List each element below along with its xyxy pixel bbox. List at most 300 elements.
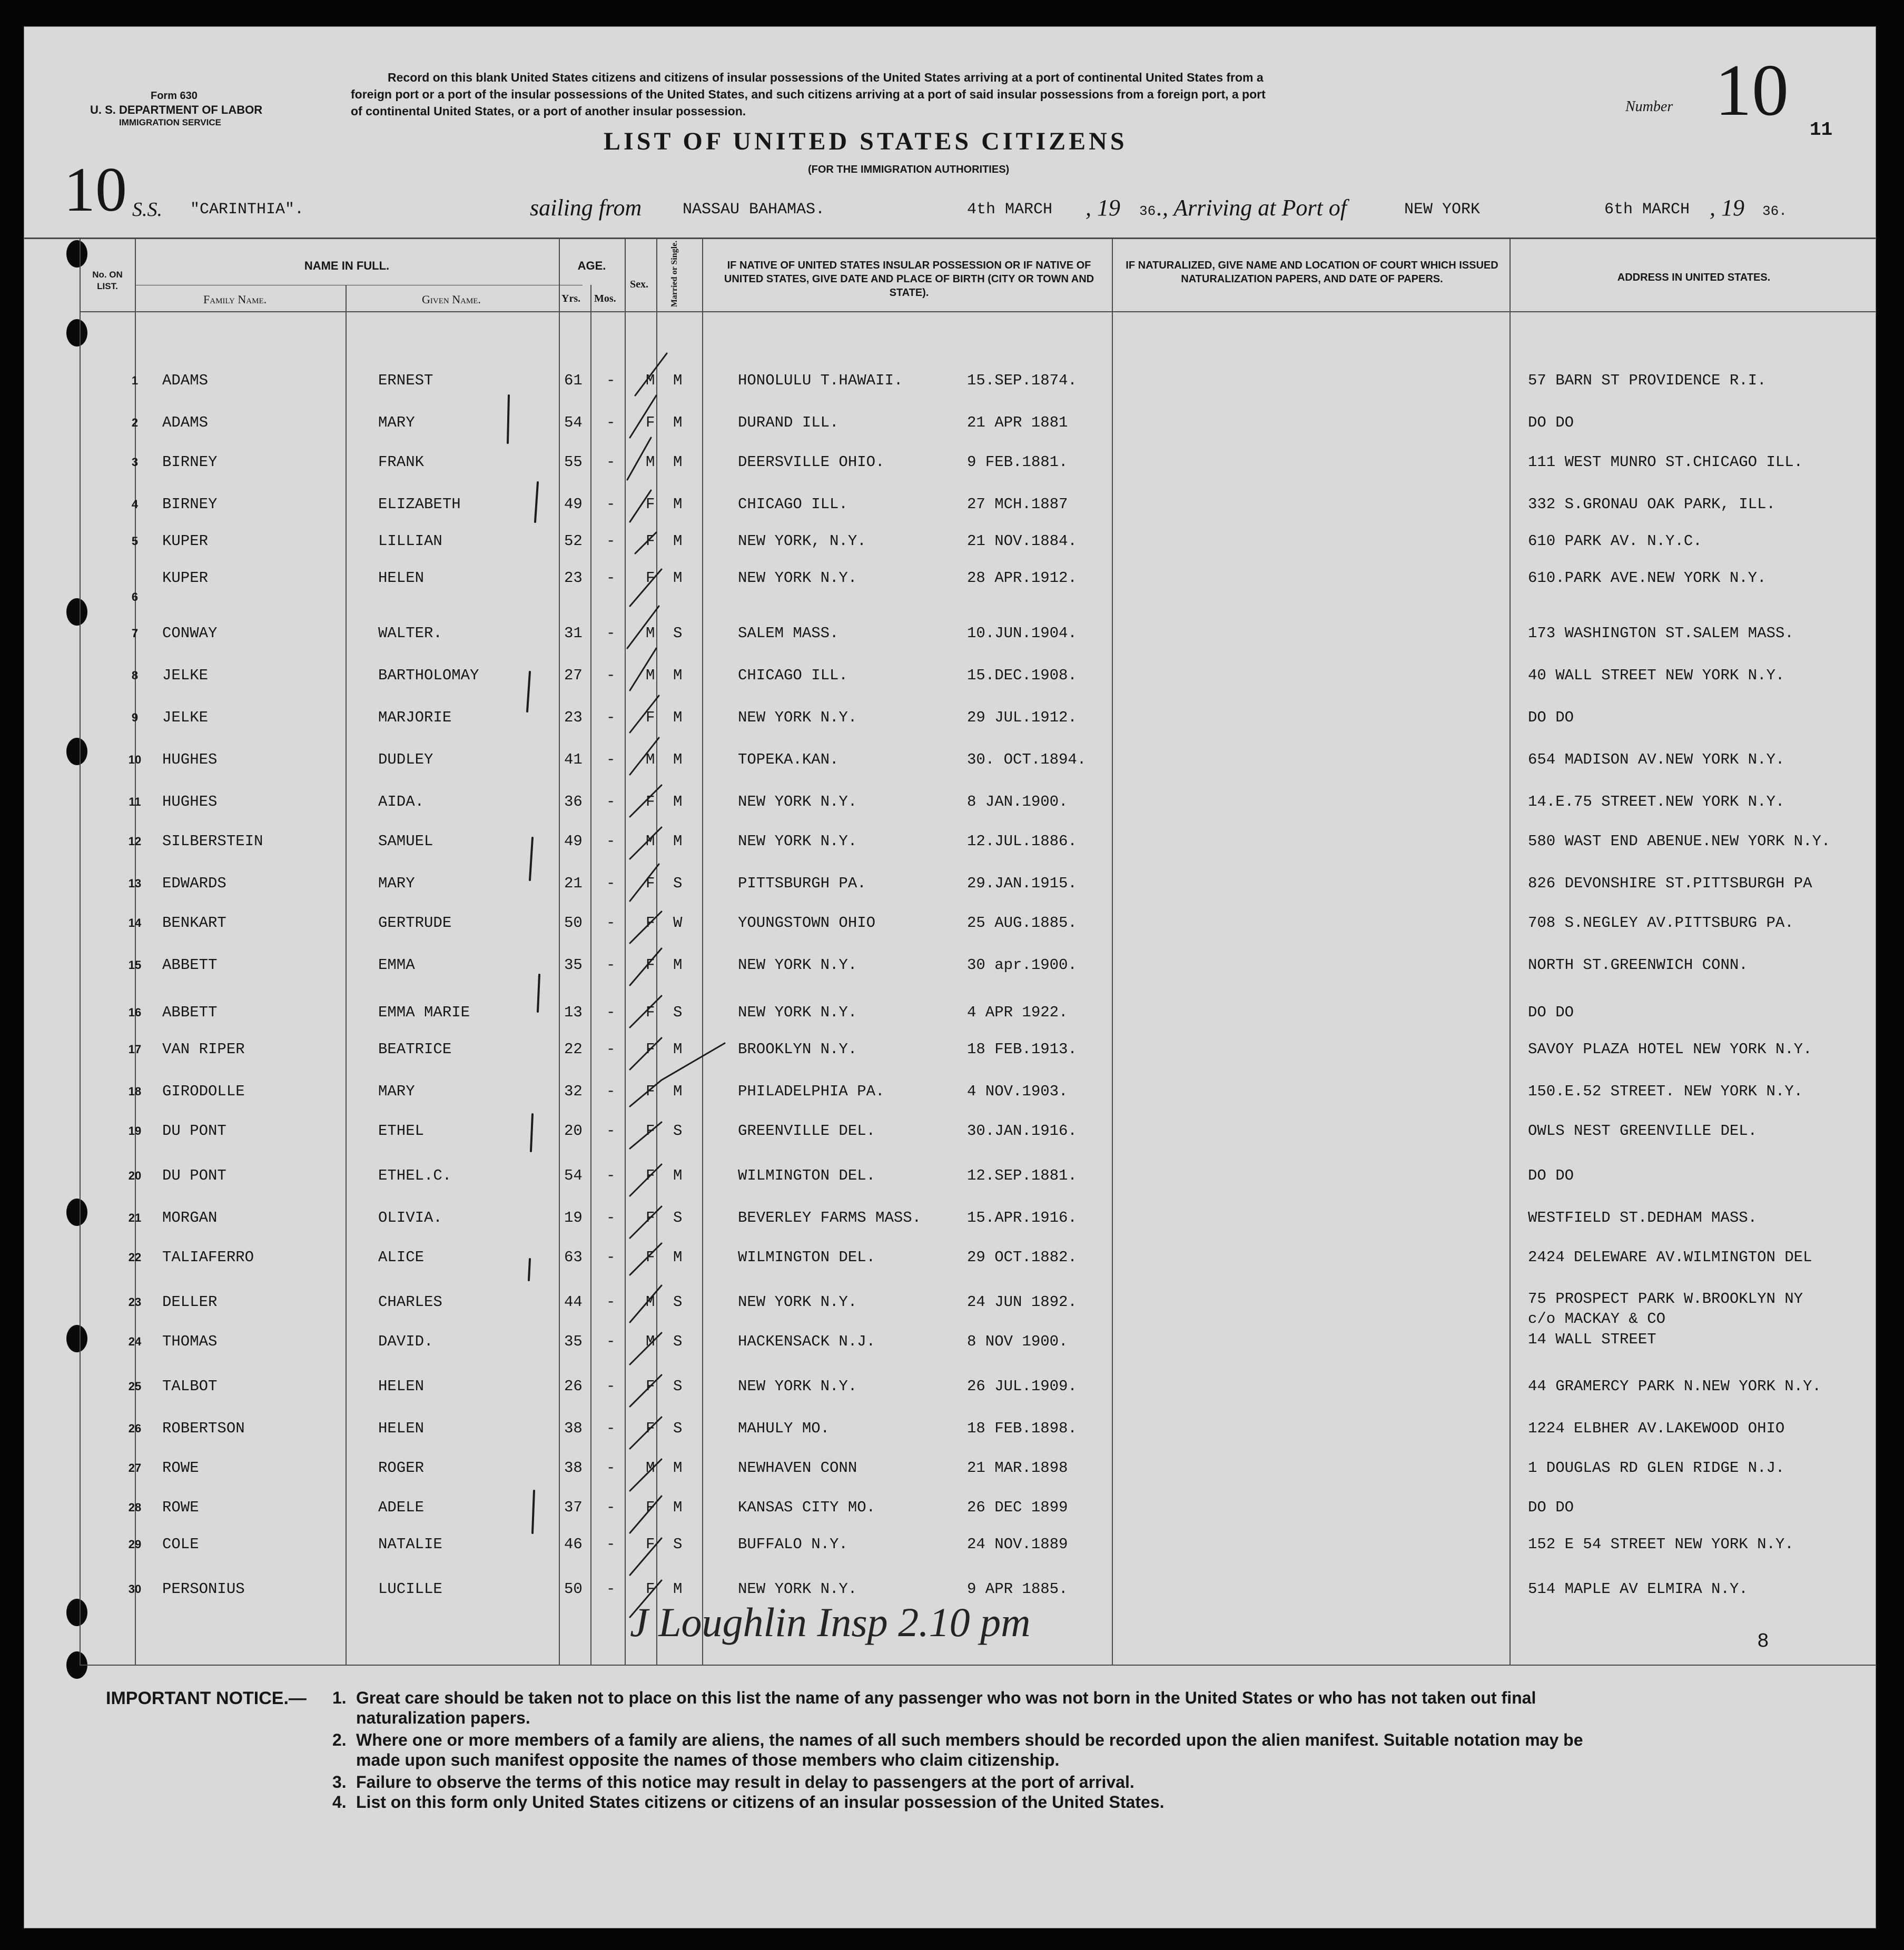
family-name: COLE — [162, 1536, 199, 1553]
header-given-name: Given Name. — [422, 293, 481, 306]
age-years: 23 — [564, 709, 583, 726]
header-age: AGE. — [577, 259, 606, 272]
age-months: - — [606, 1378, 616, 1395]
marital-status: M — [673, 532, 683, 550]
inspector-check-marks — [598, 332, 735, 1633]
birth-place: SALEM MASS. — [738, 625, 839, 642]
marital-status: S — [673, 1293, 683, 1311]
arrival-port: NEW YORK — [1404, 201, 1481, 219]
sex: F — [646, 1004, 655, 1021]
age-years: 54 — [564, 1167, 583, 1184]
header-name-in-full: NAME IN FULL. — [304, 259, 390, 272]
given-name: BEATRICE — [378, 1041, 452, 1058]
header-family-name: Family Name. — [203, 293, 267, 306]
given-name: EMMA MARIE — [378, 1004, 470, 1021]
given-name: LILLIAN — [378, 532, 442, 550]
birth-date: 21 APR 1881 — [967, 414, 1068, 431]
family-name: DELLER — [162, 1293, 218, 1311]
us-address: DO DO — [1528, 1499, 1574, 1516]
us-address: SAVOY PLAZA HOTEL NEW YORK N.Y. — [1528, 1041, 1812, 1058]
arriving-label: ., Arriving at Port of — [1157, 195, 1347, 221]
notice-item-1: Great care should be taken not to place on this list the name of any passenger who was not born in the United States or who has not taken out final — [356, 1688, 1536, 1707]
given-name: ELIZABETH — [378, 496, 461, 513]
header-no-on-list: No. ON LIST. — [92, 270, 123, 291]
age-years: 38 — [564, 1459, 583, 1477]
birth-date: 29.JAN.1915. — [967, 875, 1077, 892]
marital-status: S — [673, 1209, 683, 1226]
age-months: - — [606, 1333, 616, 1350]
sex: M — [646, 1293, 655, 1311]
sex: F — [646, 569, 655, 587]
inspector-signature: J Loughlin Insp 2.10 pm — [630, 1599, 1031, 1645]
header-bottom-rule — [80, 311, 1876, 312]
us-address: 75 PROSPECT PARK W.BROOKLYN NY — [1528, 1290, 1803, 1308]
ship-prefix: S.S. — [132, 199, 162, 221]
row-number: 26 — [128, 1422, 142, 1435]
given-name: SAMUEL — [378, 833, 433, 850]
sailing-from-port: NASSAU BAHAMAS. — [683, 201, 825, 219]
birth-date: 8 NOV 1900. — [967, 1333, 1068, 1350]
instructions-line-2: foreign port or a port of the insular possessions of the United States, and such citizens arriving at a port of said insular possessions from a foreign port, a port — [351, 87, 1266, 101]
birth-date: 18 FEB.1913. — [967, 1041, 1077, 1058]
sex: F — [646, 709, 655, 726]
birth-date: 21 NOV.1884. — [967, 532, 1077, 550]
us-address: 708 S.NEGLEY AV.PITTSBURG PA. — [1528, 914, 1794, 932]
us-address: 173 WASHINGTON ST.SALEM MASS. — [1528, 625, 1794, 642]
marital-status: S — [673, 875, 683, 892]
marital-status: S — [673, 1333, 683, 1350]
age-months: - — [606, 1499, 616, 1516]
left-page-mark: 10 — [64, 154, 127, 224]
arrival-year: 36. — [1762, 203, 1787, 219]
age-months: - — [606, 372, 616, 389]
instructions-line-1: Record on this blank United States citizens and citizens of insular possessions of the United States arriving at a port of continental United States from a — [388, 71, 1264, 84]
given-name: HELEN — [378, 569, 425, 587]
row-number: 23 — [128, 1295, 142, 1309]
family-name: GIRODOLLE — [162, 1083, 245, 1100]
age-years: 35 — [564, 956, 583, 974]
marital-status: M — [673, 667, 683, 684]
row-number: 27 — [128, 1461, 142, 1474]
birth-place: HACKENSACK N.J. — [738, 1333, 876, 1350]
birth-place: MAHULY MO. — [738, 1420, 830, 1437]
header-naturalized: IF NATURALIZED, GIVE NAME AND LOCATION OF COURT WHICH ISSUED NATURALIZATION PAPERS, AND DATE OF PAPERS. — [1126, 260, 1498, 285]
us-address: 332 S.GRONAU OAK PARK, ILL. — [1528, 496, 1775, 513]
family-name: ADAMS — [162, 372, 209, 389]
sex: M — [646, 1459, 655, 1477]
age-years: 23 — [564, 569, 583, 587]
age-months: - — [606, 793, 616, 810]
row-number: 28 — [128, 1501, 142, 1514]
age-years: 21 — [564, 875, 583, 892]
given-name: GERTRUDE — [378, 914, 452, 932]
age-months: - — [606, 875, 616, 892]
department-name: U. S. DEPARTMENT OF LABOR — [90, 103, 263, 116]
sex: M — [646, 453, 655, 471]
birth-date: 21 MAR.1898 — [967, 1459, 1068, 1477]
notice-item-1-number: 1. — [332, 1688, 347, 1707]
sex: F — [646, 1536, 655, 1553]
age-years: 44 — [564, 1293, 583, 1311]
age-months: - — [606, 667, 616, 684]
sex: F — [646, 496, 655, 513]
sex: F — [646, 875, 655, 892]
row-number: 29 — [128, 1538, 142, 1551]
family-name: KUPER — [162, 569, 209, 587]
marital-status: M — [673, 793, 683, 810]
marital-status: S — [673, 1378, 683, 1395]
table-top-rule — [24, 237, 1876, 239]
birth-place: HONOLULU T.HAWAII. — [738, 372, 903, 389]
age-months: - — [606, 1536, 616, 1553]
age-months: - — [606, 709, 616, 726]
form-number: Form 630 — [151, 90, 198, 102]
given-name: HELEN — [378, 1420, 425, 1437]
age-months: - — [606, 625, 616, 642]
birth-place: NEW YORK, N.Y. — [738, 532, 866, 550]
age-years: 41 — [564, 751, 583, 768]
age-years: 32 — [564, 1083, 583, 1100]
given-name: ETHEL — [378, 1122, 425, 1140]
given-name: ADELE — [378, 1499, 425, 1516]
family-name: ABBETT — [162, 956, 218, 974]
age-months: - — [606, 1167, 616, 1184]
row-number: 7 — [131, 627, 139, 640]
family-name: JELKE — [162, 667, 209, 684]
given-name: DUDLEY — [378, 751, 433, 768]
sex: F — [646, 1167, 655, 1184]
birth-place: NEW YORK N.Y. — [738, 1293, 857, 1311]
row-number: 2 — [131, 416, 139, 429]
given-name: HELEN — [378, 1378, 425, 1395]
age-years: 49 — [564, 496, 583, 513]
departure-year-prefix: , 19 — [1086, 195, 1120, 221]
marital-status: M — [673, 709, 683, 726]
departure-date: 4th MARCH — [967, 201, 1053, 219]
birth-date: 30. OCT.1894. — [967, 751, 1087, 768]
sex: F — [646, 414, 655, 431]
age-months: - — [606, 751, 616, 768]
family-name: PERSONIUS — [162, 1580, 245, 1598]
age-years: 13 — [564, 1004, 583, 1021]
row-number: 16 — [128, 1006, 142, 1019]
marital-status: S — [673, 1004, 683, 1021]
row-number: 17 — [128, 1043, 142, 1056]
row-number: 5 — [131, 534, 139, 548]
us-address: NORTH ST.GREENWICH CONN. — [1528, 956, 1748, 974]
us-address: 1224 ELBHER AV.LAKEWOOD OHIO — [1528, 1420, 1785, 1437]
family-name: KUPER — [162, 532, 209, 550]
us-address: DO DO — [1528, 414, 1574, 431]
row-number: 30 — [128, 1582, 142, 1596]
us-address: 654 MADISON AV.NEW YORK N.Y. — [1528, 751, 1785, 768]
family-name: ROWE — [162, 1499, 199, 1516]
sex: F — [646, 956, 655, 974]
age-years: 35 — [564, 1333, 583, 1350]
notice-item-3: Failure to observe the terms of this notice may result in delay to passengers at the port of arrival. — [356, 1773, 1134, 1791]
row-number: 21 — [128, 1211, 142, 1224]
notice-label: IMPORTANT NOTICE.— — [106, 1688, 307, 1708]
us-address: 57 BARN ST PROVIDENCE R.I. — [1528, 372, 1767, 389]
us-address: DO DO — [1528, 1004, 1574, 1021]
birth-place: WILMINGTON DEL. — [738, 1167, 876, 1184]
age-years: 20 — [564, 1122, 583, 1140]
sex: F — [646, 793, 655, 810]
sex: F — [646, 1378, 655, 1395]
row-number: 8 — [131, 669, 139, 682]
sub-number: 11 — [1810, 119, 1833, 141]
sex: F — [646, 1209, 655, 1226]
sex: F — [646, 532, 655, 550]
departure-year: 36 — [1139, 203, 1156, 219]
page-title: LIST OF UNITED STATES CITIZENS — [604, 127, 1128, 155]
header-birth: IF NATIVE OF UNITED STATES INSULAR POSSESSION OR IF NATIVE OF UNITED STATES, GIVE DATE AND PLACE OF BIRTH (CITY OR TOWN AND STATE). — [724, 260, 1094, 299]
birth-place: NEW YORK N.Y. — [738, 1004, 857, 1021]
marital-status: M — [673, 453, 683, 471]
birth-date: 12.JUL.1886. — [967, 833, 1077, 850]
marital-status: S — [673, 1420, 683, 1437]
us-address: DO DO — [1528, 709, 1574, 726]
marital-status: W — [673, 914, 683, 932]
given-name: CHARLES — [378, 1293, 442, 1311]
notice-item-3-number: 3. — [332, 1773, 347, 1791]
birth-date: 9 APR 1885. — [967, 1580, 1068, 1598]
family-name: TALBOT — [162, 1378, 218, 1395]
us-address: 826 DEVONSHIRE ST.PITTSBURGH PA — [1528, 875, 1812, 892]
marital-status: M — [673, 1083, 683, 1100]
age-months: - — [606, 1122, 616, 1140]
us-address: 40 WALL STREET NEW YORK N.Y. — [1528, 667, 1785, 684]
page-mark: 8 — [1757, 1630, 1769, 1653]
age-years: 50 — [564, 914, 583, 932]
given-name: EMMA — [378, 956, 415, 974]
given-name: ETHEL.C. — [378, 1167, 452, 1184]
family-name: THOMAS — [162, 1333, 218, 1350]
age-years: 36 — [564, 793, 583, 810]
us-address: 150.E.52 STREET. NEW YORK N.Y. — [1528, 1083, 1803, 1100]
family-name: HUGHES — [162, 793, 218, 810]
family-name: MORGAN — [162, 1209, 218, 1226]
arrival-date: 6th MARCH — [1604, 201, 1690, 219]
age-months: - — [606, 569, 616, 587]
age-months: - — [606, 1041, 616, 1058]
age-months: - — [606, 1293, 616, 1311]
birth-date: 26 JUL.1909. — [967, 1378, 1077, 1395]
birth-place: WILMINGTON DEL. — [738, 1249, 876, 1266]
sex: F — [646, 914, 655, 932]
row-number: 11 — [129, 795, 141, 808]
age-months: - — [606, 1420, 616, 1437]
marital-status: M — [673, 569, 683, 587]
family-name: SILBERSTEIN — [162, 833, 263, 850]
birth-date: 18 FEB.1898. — [967, 1420, 1077, 1437]
given-name: ALICE — [378, 1249, 425, 1266]
family-name: BIRNEY — [162, 496, 218, 513]
age-years: 49 — [564, 833, 583, 850]
notice-item-2: Where one or more members of a family are aliens, the names of all such members should be recorded upon the alien manifest. Suitable notation may be — [356, 1730, 1583, 1749]
birth-date: 30 apr.1900. — [967, 956, 1077, 974]
header-married-or-single: Married or Single. — [670, 240, 679, 308]
sex: M — [646, 625, 655, 642]
header-months: Mos. — [594, 293, 616, 304]
row-number: 6 — [131, 590, 139, 603]
birth-place: NEW YORK N.Y. — [738, 833, 857, 850]
row-number: 25 — [128, 1380, 142, 1393]
notice-item-2-number: 2. — [332, 1730, 347, 1749]
punch-hole — [66, 240, 87, 268]
sex: M — [646, 751, 655, 768]
age-years: 38 — [564, 1420, 583, 1437]
family-name: HUGHES — [162, 751, 218, 768]
family-name: CONWAY — [162, 625, 218, 642]
marital-status: M — [673, 372, 683, 389]
sex: M — [646, 1333, 655, 1350]
birth-place: NEW YORK N.Y. — [738, 569, 857, 587]
family-name: DU PONT — [162, 1167, 226, 1184]
us-address: OWLS NEST GREENVILLE DEL. — [1528, 1122, 1758, 1140]
us-address: 44 GRAMERCY PARK N.NEW YORK N.Y. — [1528, 1378, 1821, 1395]
sex: F — [646, 1122, 655, 1140]
birth-place: YOUNGSTOWN OHIO — [738, 914, 876, 932]
us-address: DO DO — [1528, 1167, 1574, 1184]
notice-item-2-cont: made upon such manifest opposite the names of those members who claim citizenship. — [356, 1750, 1060, 1769]
age-years: 50 — [564, 1580, 583, 1598]
tally-marks — [272, 385, 567, 1543]
manifest-sheet — [24, 26, 1876, 1928]
age-months: - — [606, 414, 616, 431]
birth-date: 24 JUN 1892. — [967, 1293, 1077, 1311]
sex: F — [646, 1420, 655, 1437]
us-address: 580 WAST END ABENUE.NEW YORK N.Y. — [1528, 833, 1831, 850]
service-name: IMMIGRATION SERVICE — [119, 117, 221, 127]
birth-place: TOPEKA.KAN. — [738, 751, 839, 768]
birth-date: 25 AUG.1885. — [967, 914, 1077, 932]
row-number: 10 — [128, 753, 142, 766]
row-number: 19 — [128, 1124, 142, 1137]
age-months: - — [606, 1083, 616, 1100]
birth-place: BEVERLEY FARMS MASS. — [738, 1209, 922, 1226]
marital-status: M — [673, 1499, 683, 1516]
family-name: VAN RIPER — [162, 1041, 245, 1058]
instructions-line-3: of continental United States, or a port of another insular possession. — [351, 104, 746, 118]
birth-date: 30.JAN.1916. — [967, 1122, 1077, 1140]
table-bottom-rule — [80, 1665, 1876, 1666]
birth-place: KANSAS CITY MO. — [738, 1499, 876, 1516]
given-name: ROGER — [378, 1459, 425, 1477]
ship-name: "CARINTHIA". — [190, 201, 304, 219]
birth-date: 15.APR.1916. — [967, 1209, 1077, 1226]
age-months: - — [606, 914, 616, 932]
given-name: DAVID. — [378, 1333, 433, 1350]
birth-date: 27 MCH.1887 — [967, 496, 1068, 513]
birth-date: 26 DEC 1899 — [967, 1499, 1068, 1516]
birth-place: NEW YORK N.Y. — [738, 1378, 857, 1395]
family-name: JELKE — [162, 709, 209, 726]
given-name: BARTHOLOMAY — [378, 667, 479, 684]
family-name: ADAMS — [162, 414, 209, 431]
marital-status: S — [673, 625, 683, 642]
given-name: FRANK — [378, 453, 425, 471]
given-name: ERNEST — [378, 372, 433, 389]
row-number: 3 — [131, 456, 139, 469]
row-number: 22 — [128, 1251, 142, 1264]
us-address: 2424 DELEWARE AV.WILMINGTON DEL — [1528, 1249, 1812, 1266]
sex: F — [646, 1499, 655, 1516]
birth-place: DEERSVILLE OHIO. — [738, 453, 885, 471]
row-number: 12 — [128, 835, 142, 848]
notice-item-4: List on this form only United States citizens or citizens of an insular possession of the United States. — [356, 1793, 1165, 1812]
sex: F — [646, 1249, 655, 1266]
age-years: 46 — [564, 1536, 583, 1553]
given-name: MARY — [378, 414, 415, 431]
marital-status: M — [673, 496, 683, 513]
marital-status: M — [673, 956, 683, 974]
marital-status: M — [673, 1249, 683, 1266]
age-years: 31 — [564, 625, 583, 642]
family-name: ABBETT — [162, 1004, 218, 1021]
family-name: EDWARDS — [162, 875, 226, 892]
given-name: MARY — [378, 875, 415, 892]
birth-date: 9 FEB.1881. — [967, 453, 1068, 471]
age-years: 52 — [564, 532, 583, 550]
family-name: BIRNEY — [162, 453, 218, 471]
us-address-line-2: c/o MACKAY & CO — [1528, 1310, 1666, 1328]
birth-place: CHICAGO ILL. — [738, 496, 848, 513]
row-number: 20 — [128, 1169, 142, 1182]
birth-place: NEW YORK N.Y. — [738, 709, 857, 726]
family-name: BENKART — [162, 914, 226, 932]
birth-place: CHICAGO ILL. — [738, 667, 848, 684]
us-address: 610 PARK AV. N.Y.C. — [1528, 532, 1702, 550]
marital-status: M — [673, 751, 683, 768]
age-years: 26 — [564, 1378, 583, 1395]
sex: F — [646, 1041, 655, 1058]
given-name: OLIVIA. — [378, 1209, 442, 1226]
age-months: - — [606, 1459, 616, 1477]
given-name: NATALIE — [378, 1536, 442, 1553]
notice-item-4-number: 4. — [332, 1793, 347, 1812]
header-sex: Sex. — [630, 279, 648, 290]
given-name: AIDA. — [378, 793, 425, 810]
row-number: 18 — [128, 1085, 142, 1098]
age-months: - — [606, 956, 616, 974]
birth-date: 28 APR.1912. — [967, 569, 1077, 587]
family-name: ROBERTSON — [162, 1420, 245, 1437]
family-name: TALIAFERRO — [162, 1249, 254, 1266]
birth-place: NEW YORK N.Y. — [738, 793, 857, 810]
number-value: 10 — [1715, 50, 1789, 131]
marital-status: M — [673, 833, 683, 850]
birth-place: GREENVILLE DEL. — [738, 1122, 876, 1140]
family-name: DU PONT — [162, 1122, 226, 1140]
row-number: 13 — [128, 877, 142, 890]
birth-place: DURAND ILL. — [738, 414, 839, 431]
birth-date: 10.JUN.1904. — [967, 625, 1077, 642]
given-name: MARY — [378, 1083, 415, 1100]
birth-place: PITTSBURGH PA. — [738, 875, 866, 892]
marital-status: S — [673, 1122, 683, 1140]
us-address: 111 WEST MUNRO ST.CHICAGO ILL. — [1528, 453, 1803, 471]
row-number: 14 — [128, 916, 142, 929]
age-years: 19 — [564, 1209, 583, 1226]
birth-place: BROOKLYN N.Y. — [738, 1041, 857, 1058]
age-months: - — [606, 1209, 616, 1226]
marital-status: M — [673, 1580, 683, 1598]
age-years: 61 — [564, 372, 583, 389]
birth-date: 24 NOV.1889 — [967, 1536, 1068, 1553]
age-years: 27 — [564, 667, 583, 684]
row-number: 4 — [131, 498, 139, 511]
